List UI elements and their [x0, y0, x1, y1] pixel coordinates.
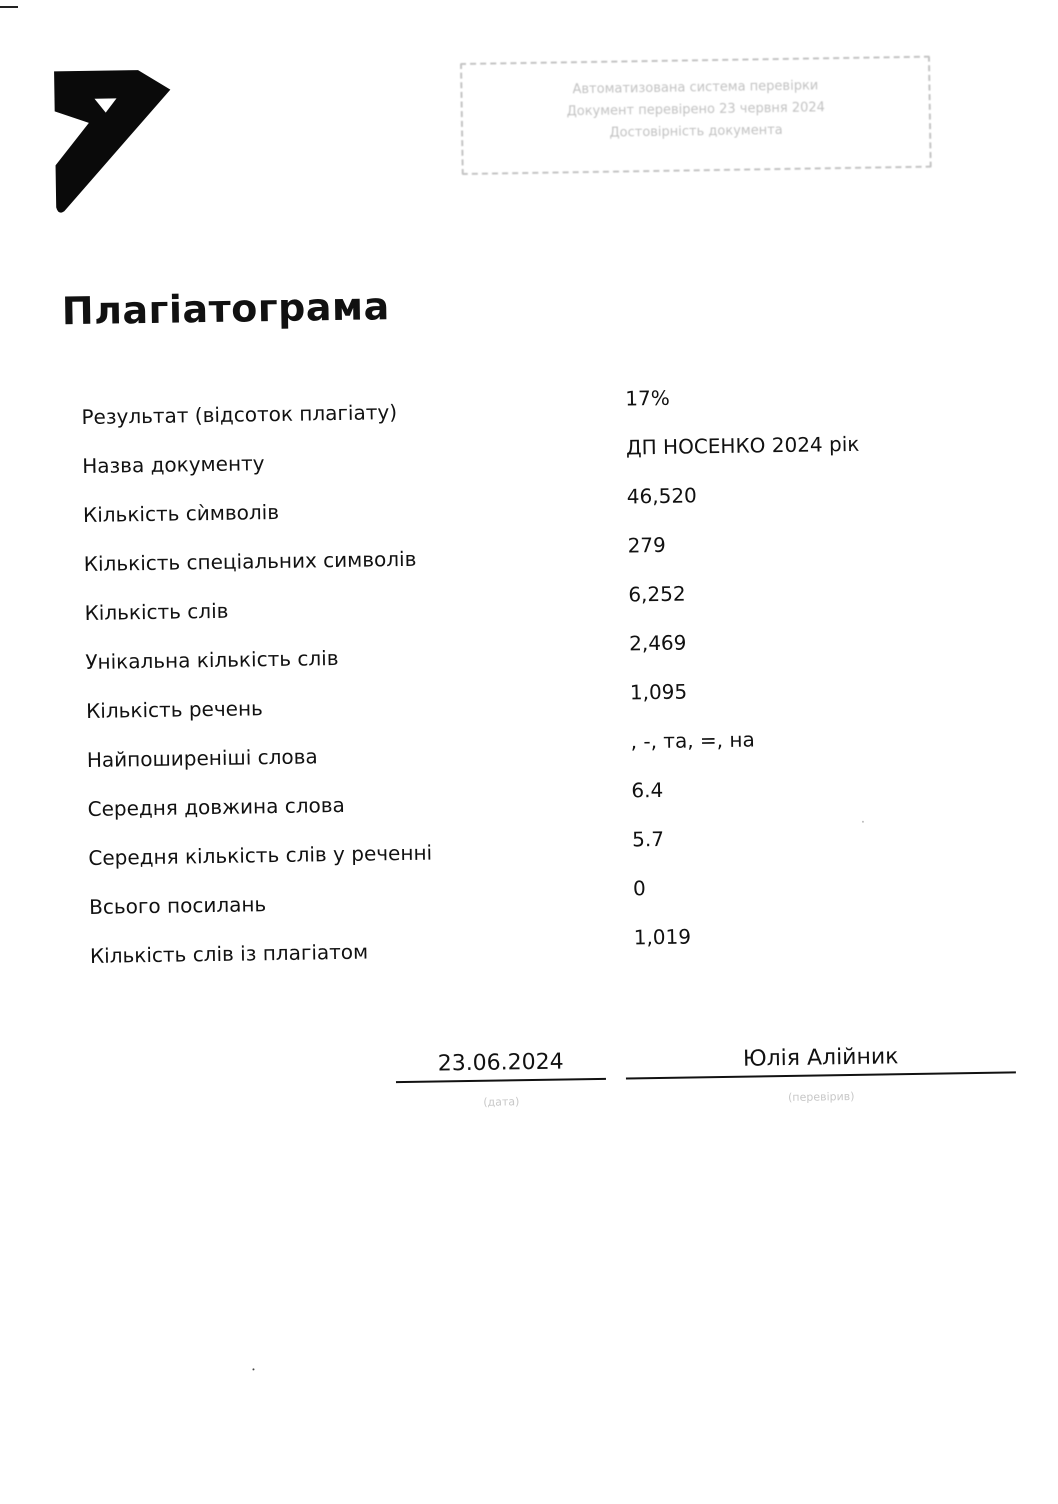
row-value: ДП НОСЕНКО 2024 рік [625, 431, 860, 460]
row-value: 279 [627, 532, 666, 558]
signature-name-caption: (перевірив) [787, 1089, 855, 1104]
signature-date-block [396, 1049, 607, 1110]
row-label: Середня довжина слова [87, 792, 346, 821]
row-label: Середня кількість слів у реченні [88, 840, 433, 870]
page-title: Плагіатограма [61, 284, 390, 334]
row-label: Унікальна кількість слів [85, 646, 339, 674]
stamp-line: Автоматизована система перевірки [572, 78, 819, 98]
signature-date-caption: (дата) [483, 1095, 520, 1109]
scan-speck [862, 821, 864, 823]
row-label: Кількість спеціальних символів [83, 546, 417, 576]
row-value: 46,520 [626, 483, 697, 509]
row-label: Всього посилань [89, 892, 267, 919]
stamp-line: Достовірність документа [609, 122, 783, 141]
signature-date: 23.06.2024 [396, 1049, 606, 1083]
signature-name-block [625, 1042, 1016, 1106]
row-value: 5.7 [632, 826, 665, 852]
row-value: 1,095 [629, 679, 688, 705]
scan-speck [252, 1368, 254, 1370]
row-label: Кількість слів із плагіатом [89, 939, 369, 968]
row-label: Кількість слів [84, 598, 229, 625]
row-value: 6,252 [628, 581, 686, 607]
row-label: Кількість сѝмволів [82, 499, 280, 527]
report-table [81, 382, 910, 983]
row-value: 1,019 [633, 924, 692, 950]
row-label: Найпоширеніші слова [86, 744, 318, 772]
row-value: 17% [625, 385, 670, 411]
brand-logo-icon [50, 68, 174, 216]
row-label: Результат (відсоток плагіату) [81, 400, 398, 430]
row-value: 0 [632, 876, 646, 901]
signature-name: Юлія Алійник [625, 1042, 1015, 1079]
row-value: , -, та, =, на [630, 727, 755, 754]
row-value: 2,469 [628, 630, 687, 656]
verification-stamp [460, 56, 932, 175]
row-value: 6.4 [631, 777, 664, 803]
row-label: Назва документу [82, 451, 265, 479]
stamp-line: Документ перевірено 23 червня 2024 [566, 100, 826, 120]
row-label: Кількість речень [85, 696, 264, 723]
